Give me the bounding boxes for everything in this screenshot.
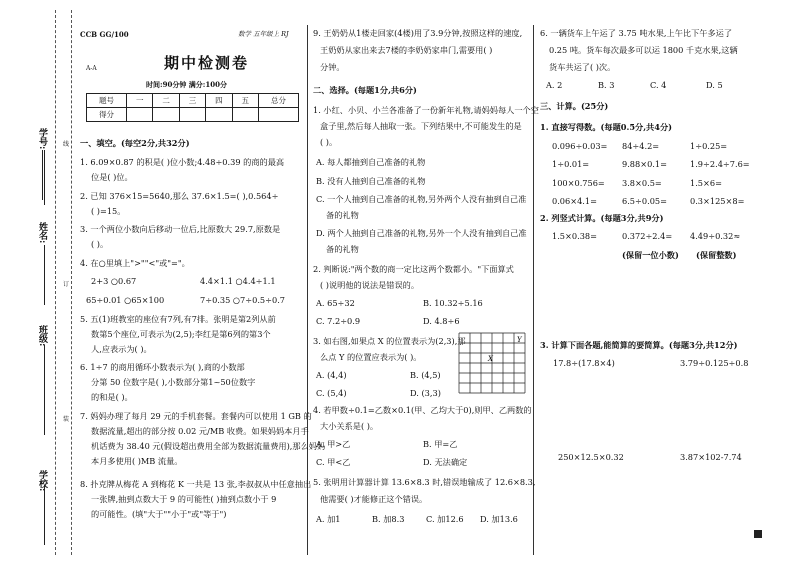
direct-3-2[interactable]: 3.8×0.5=	[622, 178, 662, 188]
page-marker	[754, 530, 762, 538]
q6-line3: 的和是( )。	[91, 392, 133, 402]
s2q5-line1: 5. 张明用计算器计算 13.6×8.3 时,错误地输成了 12.6×8.3,	[313, 477, 536, 487]
direct-3-1[interactable]: 100×0.756=	[552, 178, 605, 188]
grid-point-x: X	[488, 355, 493, 363]
s2q5-option-b[interactable]: B. 加8.3	[372, 514, 405, 524]
score-header-cell: 总分	[258, 94, 298, 108]
q6b-line3: 货车共运了( )次。	[549, 62, 616, 72]
s2q2-line1: 2. 判断说:"两个数的商一定比这两个数都小。"下面算式	[313, 264, 514, 274]
s2q3-option-a[interactable]: A. (4,4)	[316, 370, 347, 380]
s2q2-line2: ( )说明他的说法是错误的。	[320, 280, 420, 290]
q6b-line1: 6. 一辆货车上午运了 3.75 吨水果,上午比下午多运了	[540, 28, 733, 38]
class-label: 班级:	[37, 325, 47, 347]
score-row-label: 得分	[87, 108, 127, 122]
direct-4-3[interactable]: 0.3×125×8=	[690, 196, 745, 206]
score-cell[interactable]	[127, 108, 153, 122]
score-cell[interactable]	[206, 108, 232, 122]
s2q2-option-d[interactable]: D. 4.8÷6	[423, 316, 460, 326]
s2q4-option-d[interactable]: D. 无法确定	[423, 457, 468, 467]
direct-3-3[interactable]: 1.5×6=	[690, 178, 722, 188]
direct-1-3[interactable]: 1÷0.25=	[690, 141, 728, 151]
q7-line2: 数据流量,超出的部分按 0.02 元/MB 收费。如果妈妈本月手	[91, 426, 309, 436]
vertical-note-1: (保留一位小数)	[622, 250, 679, 260]
q6b-option-d[interactable]: D. 5	[706, 80, 723, 90]
calc-1[interactable]: 17.8÷(17.8×4)	[553, 358, 615, 368]
s2q1-option-c-cont: 备的礼物	[326, 210, 359, 220]
s2q1-option-d[interactable]: D. 两个人抽到自己准备的礼物,另外一个人没有抽到自己准	[316, 228, 527, 238]
calc-sub1-heading: 1. 直接写得数。(每题0.5分,共4分)	[540, 122, 672, 132]
page-title: 期中检测卷	[164, 54, 250, 72]
q8-line3: 的可能性。(填"大于""小于"或"等于")	[91, 509, 227, 519]
s2q1-line1: 1. 小红、小贝、小兰各准备了一份新年礼物,请妈妈每人一个空	[313, 105, 539, 115]
q6-line1: 6. 1÷7 的商用循环小数表示为( ),商的小数部	[80, 362, 245, 372]
s2q3-option-b[interactable]: B. (4,5)	[410, 370, 441, 380]
s2q4-option-c[interactable]: C. 甲<乙	[316, 457, 351, 467]
s2q1-option-d-cont: 备的礼物	[326, 244, 359, 254]
s2q1-line3: ( )。	[320, 137, 338, 147]
calc-sub2-heading: 2. 列竖式计算。(每题3分,共9分)	[540, 213, 664, 223]
calc-4[interactable]: 3.87×102-7.74	[680, 452, 742, 462]
direct-2-3[interactable]: 1.9÷2.4÷7.6=	[690, 159, 750, 169]
id-write-line[interactable]	[44, 150, 45, 205]
id-underline	[42, 150, 43, 200]
q1-line1: 1. 6.09×0.87 的积是( )位小数;4.48÷0.39 的商的最高	[80, 157, 285, 167]
score-header-cell: 二	[153, 94, 179, 108]
s2q5-option-c[interactable]: C. 加12.6	[426, 514, 464, 524]
q4-item-a[interactable]: 2+3 ○0.67	[91, 276, 137, 286]
direct-4-1[interactable]: 0.06×4.1=	[552, 196, 597, 206]
column-divider-1	[307, 25, 308, 555]
q8-line2: 一张牌,抽到点数大于 9 的可能性( )抽到点数小于 9	[91, 494, 277, 504]
fold-mark-1: 线	[63, 141, 70, 148]
student-id-label: 学号:	[37, 128, 47, 150]
score-header-cell: 题号	[87, 94, 127, 108]
header-subject: 数学 五年级上 RJ	[238, 30, 289, 38]
header-corner: A-A	[86, 65, 97, 72]
direct-4-2[interactable]: 6.5÷0.05=	[622, 196, 667, 206]
s2q3-line1: 3. 如右图,如果点 X 的位置表示为(2,3),那	[313, 336, 466, 346]
q1-line2: 位是( )位。	[91, 172, 133, 182]
q2-line1: 2. 已知 376×15=5640,那么 37.6×1.5=( ),0.564÷	[80, 191, 279, 201]
section2-heading: 二、选择。(每题1分,共6分)	[313, 85, 417, 95]
grid-point-y: Y	[517, 336, 522, 344]
s2q4-line2: 大小关系是( )。	[320, 421, 379, 431]
direct-2-1[interactable]: 1÷0.01=	[552, 159, 590, 169]
s2q2-option-a[interactable]: A. 65÷32	[316, 298, 355, 308]
grid-lines	[459, 333, 525, 393]
name-write-line[interactable]	[44, 245, 45, 305]
s2q1-line2: 盒子里,然后每人抽取一张。下列结果中,不可能发生的是	[320, 121, 522, 131]
section3-heading: 三、计算。(25分)	[540, 101, 609, 111]
q5-line3: 人,应表示为( )。	[91, 344, 152, 354]
q3-line1: 3. 一个两位小数向后移动一位后,比原数大 29.7,原数是	[80, 224, 281, 234]
score-cell[interactable]	[153, 108, 179, 122]
fold-mark-2: 订	[63, 281, 70, 288]
s2q2-option-b[interactable]: B. 10.32÷5.16	[423, 298, 483, 308]
q4-item-d[interactable]: 7÷0.35 ○7÷0.5÷0.7	[200, 295, 286, 305]
score-header-cell: 五	[232, 94, 258, 108]
binding-dashed-line-2	[71, 10, 72, 555]
score-cell[interactable]	[179, 108, 205, 122]
q4-item-c[interactable]: 65÷0.01 ○65×100	[86, 295, 165, 305]
calc-2[interactable]: 3.79÷0.125÷0.8	[680, 358, 749, 368]
class-write-line[interactable]	[44, 345, 45, 435]
q9-line1: 9. 王奶奶从1楼走回家(4楼)用了3.9分钟,按照这样的速度,	[313, 28, 523, 38]
score-header-cell: 三	[179, 94, 205, 108]
s2q2-option-c[interactable]: C. 7.2÷0.9	[316, 316, 361, 326]
name-label: 姓名:	[37, 222, 47, 244]
s2q4-option-b[interactable]: B. 甲=乙	[423, 439, 458, 449]
fold-mark-3: 装	[63, 416, 70, 423]
s2q1-option-a[interactable]: A. 每人都抽到自己准备的礼物	[316, 157, 426, 167]
score-table	[86, 93, 299, 122]
section1-heading: 一、填空。(每空2分,共32分)	[80, 138, 190, 148]
score-header-cell: 四	[206, 94, 232, 108]
header-tag: CCB GG/100	[80, 30, 129, 39]
s2q5-option-d[interactable]: D. 加13.6	[480, 514, 518, 524]
q5-line2: 数第5个座位,可表示为(2,5);李红是第6列的第3个	[91, 329, 271, 339]
s2q3-line2: 么点 Y 的位置应表示为( )。	[320, 352, 422, 362]
binding-dashed-line	[55, 10, 56, 555]
calc-sub3-heading: 3. 计算下面各题,能简算的要简算。(每题3分,共12分)	[540, 340, 738, 350]
q2-line2: ( )=15。	[91, 206, 126, 216]
score-cell[interactable]	[258, 108, 298, 122]
s2q3-option-c[interactable]: C. (5,4)	[316, 388, 347, 398]
q9-line3: 分钟。	[320, 62, 345, 72]
vertical-1[interactable]: 1.5×0.38=	[552, 231, 597, 241]
school-write-line[interactable]	[44, 485, 45, 545]
s2q1-option-b[interactable]: B. 没有人抽到自己准备的礼物	[316, 176, 426, 186]
q8-line1: 8. 扑克牌从梅花 A 到梅花 K 一共是 13 张,李叔叔从中任意抽出	[80, 479, 312, 489]
q7-line1: 7. 妈妈办理了每月 29 元的手机套餐。套餐内可以使用 1 GB 的	[80, 411, 312, 421]
score-header-cell: 一	[127, 94, 153, 108]
s2q3-option-d[interactable]: D. (3,3)	[410, 388, 441, 398]
q3-line2: ( )。	[91, 239, 109, 249]
q6-line2: 分第 50 位数字是( ),小数部分第1~50位数字	[91, 377, 256, 387]
q6b-line2: 0.25 吨。货车每次最多可以运 1800 千克水果,这辆	[549, 45, 738, 55]
q6b-option-b[interactable]: B. 3	[598, 80, 615, 90]
vertical-note-2: (保留整数)	[696, 250, 737, 260]
q4-prompt: 4. 在○里填上">""<"或"="。	[80, 258, 190, 268]
q7-line3: 机话费为 38.40 元(假设超出费用全部为数据流量费用),那么妈妈	[91, 441, 326, 451]
s2q5-option-a[interactable]: A. 加1	[316, 514, 341, 524]
q6b-option-a[interactable]: A. 2	[546, 80, 563, 90]
q7-line4: 本月多使用( )MB 流量。	[91, 456, 183, 466]
s2q4-option-a[interactable]: A. 甲>乙	[316, 439, 351, 449]
score-cell[interactable]	[232, 108, 258, 122]
school-label: 学校:	[37, 470, 47, 492]
direct-1-2[interactable]: 84÷4.2=	[622, 141, 660, 151]
direct-2-2[interactable]: 9.88×0.1=	[622, 159, 667, 169]
s2q5-line2: 他需要( )才能修正这个错误。	[320, 494, 428, 504]
vertical-2[interactable]: 0.372÷2.4=	[622, 231, 673, 241]
exam-meta: 时间:90分钟 满分:100分	[146, 80, 227, 89]
vertical-3[interactable]: 4.49÷0.32≈	[690, 231, 741, 241]
s2q4-line1: 4. 若甲数÷0.1=乙数×0.1(甲、乙均大于0),则甲、乙两数的	[313, 405, 532, 415]
q5-line1: 5. 五(1)班教室的座位有7列,有7排。张明是第2列从前	[80, 314, 276, 324]
q6b-option-c[interactable]: C. 4	[650, 80, 667, 90]
s2q1-option-c[interactable]: C. 一个人抽到自己准备的礼物,另外两个人没有抽到自己准	[316, 194, 527, 204]
direct-1-1[interactable]: 0.096÷0.03=	[552, 141, 608, 151]
calc-3[interactable]: 250×12.5×0.32	[558, 452, 624, 462]
q4-item-b[interactable]: 4.4×1.1 ○4.4÷1.1	[200, 276, 276, 286]
coordinate-grid	[458, 332, 526, 394]
q9-line2: 王奶奶从家出来去7楼的李奶奶家串门,需要用( )	[320, 45, 493, 55]
